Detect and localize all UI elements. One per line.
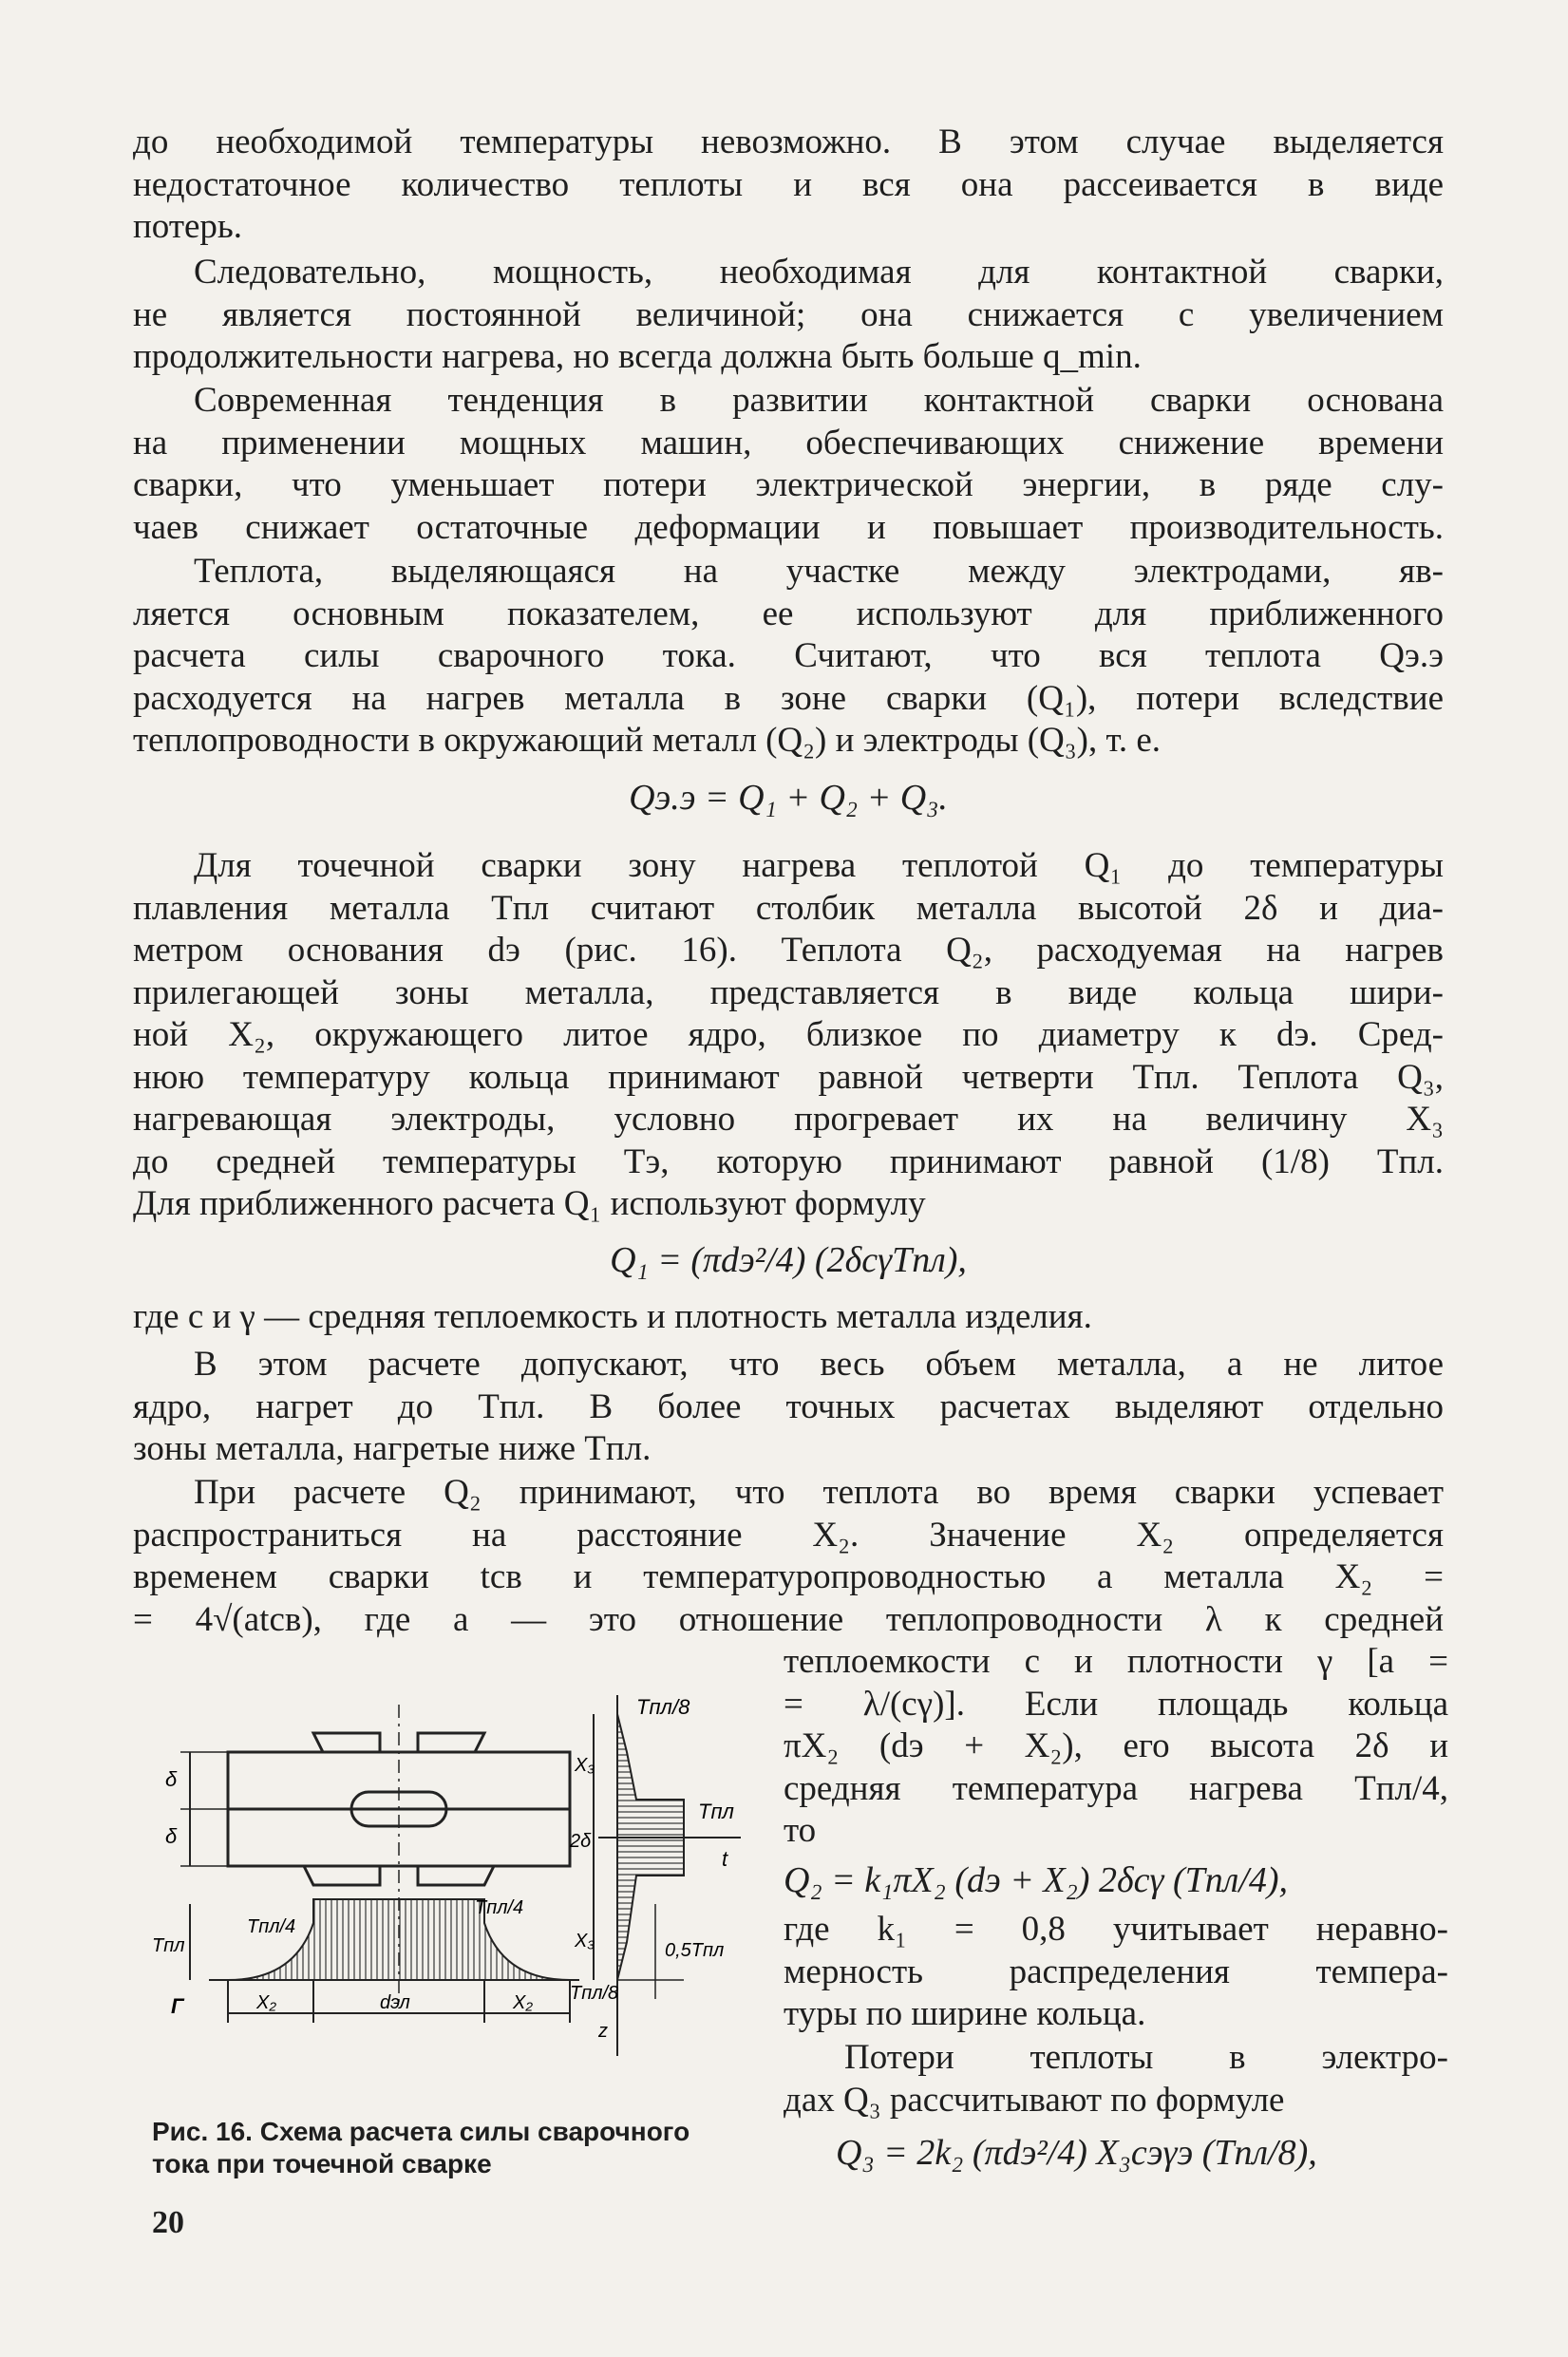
caption-line: Рис. 16. Схема расчета силы сварочного bbox=[152, 2117, 690, 2146]
figure-16-diagram bbox=[152, 1695, 779, 2094]
label-t-top: Tпл/8 bbox=[636, 1695, 690, 1719]
text-line: плавления металла Tпл считают столбик металла высотой 2δ и диа- bbox=[133, 888, 1444, 928]
text-line: то bbox=[784, 1811, 817, 1850]
paragraph-6 bbox=[133, 1296, 1444, 1339]
text-line: Для точечной сварки зону нагрева теплотой Q₁ до температуры bbox=[194, 846, 1444, 885]
formula-q1: Q₁ = (πdэ²/4) (2δcγTпл), bbox=[610, 1240, 967, 1280]
text-line: нюю температуру кольца принимают равной четверти Tпл. Теплота Q₃, bbox=[133, 1057, 1444, 1097]
text-line: зоны металла, нагретые ниже Tпл. bbox=[133, 1429, 652, 1468]
paragraph-8 bbox=[133, 1472, 1444, 1641]
text-line: теплоемкости c и плотности γ [a = bbox=[784, 1642, 1448, 1681]
text-line: туры по ширине кольца. bbox=[784, 1994, 1146, 2033]
text-line: где k₁ = 0,8 учитывает неравно- bbox=[784, 1910, 1448, 1949]
label-delta-bottom: δ bbox=[165, 1824, 178, 1848]
label-tpl4-left: Tпл/4 bbox=[247, 1916, 296, 1937]
text-line: чаев снижает остаточные деформации и повышает производительность. bbox=[133, 507, 1444, 547]
label-t-right: Tпл bbox=[698, 1800, 734, 1823]
label-tpl-left: Tпл bbox=[152, 1935, 185, 1956]
paragraph-3 bbox=[133, 380, 1444, 549]
text-line: средняя температура нагрева Tпл/4, bbox=[784, 1768, 1448, 1808]
paragraph-8-continued bbox=[784, 1641, 1448, 1853]
text-line: Для приближенного расчета Q₁ используют формулу bbox=[133, 1184, 926, 1223]
text-line: до средней температуры Tэ, которую принимают равной (1/8) Tпл. bbox=[133, 1141, 1444, 1181]
text-line: где c и γ — средняя теплоемкость и плотность металла изделия. bbox=[133, 1297, 1092, 1336]
text-line: При расчете Q₂ принимают, что теплота во время сварки успевает bbox=[194, 1473, 1444, 1512]
text-line: Потери теплоты в электро- bbox=[844, 2038, 1448, 2077]
paragraph-10 bbox=[784, 2037, 1448, 2121]
label-x3-top: X₃ bbox=[575, 1755, 595, 1776]
text-line: на применении мощных машин, обеспечивающих снижение времени bbox=[133, 423, 1444, 462]
paragraph-5 bbox=[133, 845, 1444, 1226]
text-line: прилегающей зоны металла, представляется в виде кольца шири- bbox=[133, 972, 1444, 1012]
text-line: мерность распределения темпера- bbox=[784, 1952, 1448, 1991]
text-line: ляется основным показателем, ее используют для приближенного bbox=[133, 594, 1444, 633]
paragraph-9 bbox=[784, 1909, 1448, 2036]
lower-electrode-left bbox=[304, 1866, 380, 1885]
text-line: дах Q₃ рассчитывают по формуле bbox=[784, 2080, 1285, 2120]
label-gamma-mark: Г bbox=[171, 1994, 184, 2018]
caption-line: тока при точечной сварке bbox=[152, 2149, 492, 2178]
formula-heat-balance: Qэ.э = Q₁ + Q₂ + Q₃. bbox=[629, 778, 948, 818]
label-x2-left: X₂ bbox=[256, 1992, 276, 2013]
formula-q2 bbox=[784, 1859, 1448, 1902]
text-line: = λ/(cγ)]. Если площадь кольца bbox=[784, 1684, 1448, 1724]
text-line: потерь. bbox=[133, 207, 243, 246]
text-line: нагревающая электроды, условно прогревает их на величину X₃ bbox=[133, 1100, 1444, 1139]
label-x3-bottom: X₃ bbox=[575, 1931, 595, 1952]
text-line: В этом расчете допускают, что весь объем металла, а не литое bbox=[194, 1345, 1444, 1384]
label-z-axis: z bbox=[598, 2021, 608, 2042]
paragraph-1 bbox=[133, 122, 1444, 249]
paragraph-7 bbox=[133, 1344, 1444, 1471]
label-d-el: dэл bbox=[380, 1992, 410, 2013]
formula-q3 bbox=[836, 2132, 1501, 2175]
formula-text: Q₂ = k₁πX₂ (dэ + X₂) 2δcγ (Tпл/4), bbox=[784, 1860, 1289, 1900]
text-line: продолжительности нагрева, но всегда должна быть больше q_min. bbox=[133, 337, 1142, 376]
figure-caption bbox=[152, 2116, 760, 2180]
text-line: недостаточное количество теплоты и вся она рассеивается в виде bbox=[133, 164, 1444, 204]
lower-electrode-right bbox=[418, 1866, 494, 1885]
label-x2-right: X₂ bbox=[513, 1992, 533, 2013]
text-line: распространиться на расстояние X₂. Значение X₂ определяется bbox=[133, 1515, 1444, 1555]
text-line: временем сварки tсв и температуропроводностью a металла X₂ = bbox=[133, 1557, 1444, 1596]
label-delta-top: δ bbox=[165, 1767, 178, 1791]
text-line: сварки, что уменьшает потери электрической энергии, в ряде слу- bbox=[133, 465, 1444, 504]
upper-electrode-right bbox=[418, 1733, 484, 1752]
text-line: ной X₂, окружающего литое ядро, близкое по диаметру к dэ. Сред- bbox=[133, 1015, 1444, 1054]
text-line: Современная тенденция в развитии контактной сварки основана bbox=[194, 381, 1444, 420]
label-tpl4-right: Tпл/4 bbox=[475, 1897, 524, 1918]
text-line: = 4√(atсв), где a — это отношение теплопроводности λ к средней bbox=[133, 1599, 1444, 1639]
label-two-delta: 2δ bbox=[570, 1831, 592, 1852]
text-line: не является постоянной величиной; она снижается с увеличением bbox=[133, 294, 1444, 334]
label-tpl8-bottom: Tпл/8 bbox=[570, 1983, 619, 2004]
page-number: 20 bbox=[152, 2205, 184, 2240]
paragraph-4 bbox=[133, 551, 1444, 763]
text-line: Теплота, выделяющаяся на участке между электродами, яв- bbox=[194, 552, 1444, 591]
text-line: до необходимой температуры невозможно. В этом случае выделяется bbox=[133, 123, 1444, 161]
text-line: ядро, нагрет до Tпл. В более точных расчетах выделяют отдельно bbox=[133, 1386, 1444, 1426]
label-t-axis: t bbox=[722, 1847, 728, 1871]
text-line: теплопроводности в окружающий металл (Q₂) и электроды (Q₃), т. е. bbox=[133, 721, 1162, 760]
upper-electrode-left bbox=[313, 1733, 380, 1752]
weld-scheme-svg bbox=[152, 1695, 779, 2094]
formula-text: Q₃ = 2k₂ (πdэ²/4) X₃cэγэ (Tпл/8), bbox=[836, 2133, 1317, 2173]
paragraph-2 bbox=[133, 252, 1444, 379]
text-line: метром основания dэ (рис. 16). Теплота Q₂, расходуемая на нагрев bbox=[133, 931, 1444, 970]
text-line: расчета силы сварочного тока. Считают, что вся теплота Qэ.э bbox=[133, 636, 1444, 675]
text-line: расходуется на нагрев металла в зоне сварки (Q₁), потери вследствие bbox=[133, 678, 1444, 718]
text-line: πX₂ (dэ + X₂), его высота 2δ и bbox=[784, 1726, 1448, 1765]
text-line: Следовательно, мощность, необходимая для контактной сварки, bbox=[194, 253, 1444, 292]
label-half-tpl: 0,5Tпл bbox=[665, 1940, 725, 1961]
